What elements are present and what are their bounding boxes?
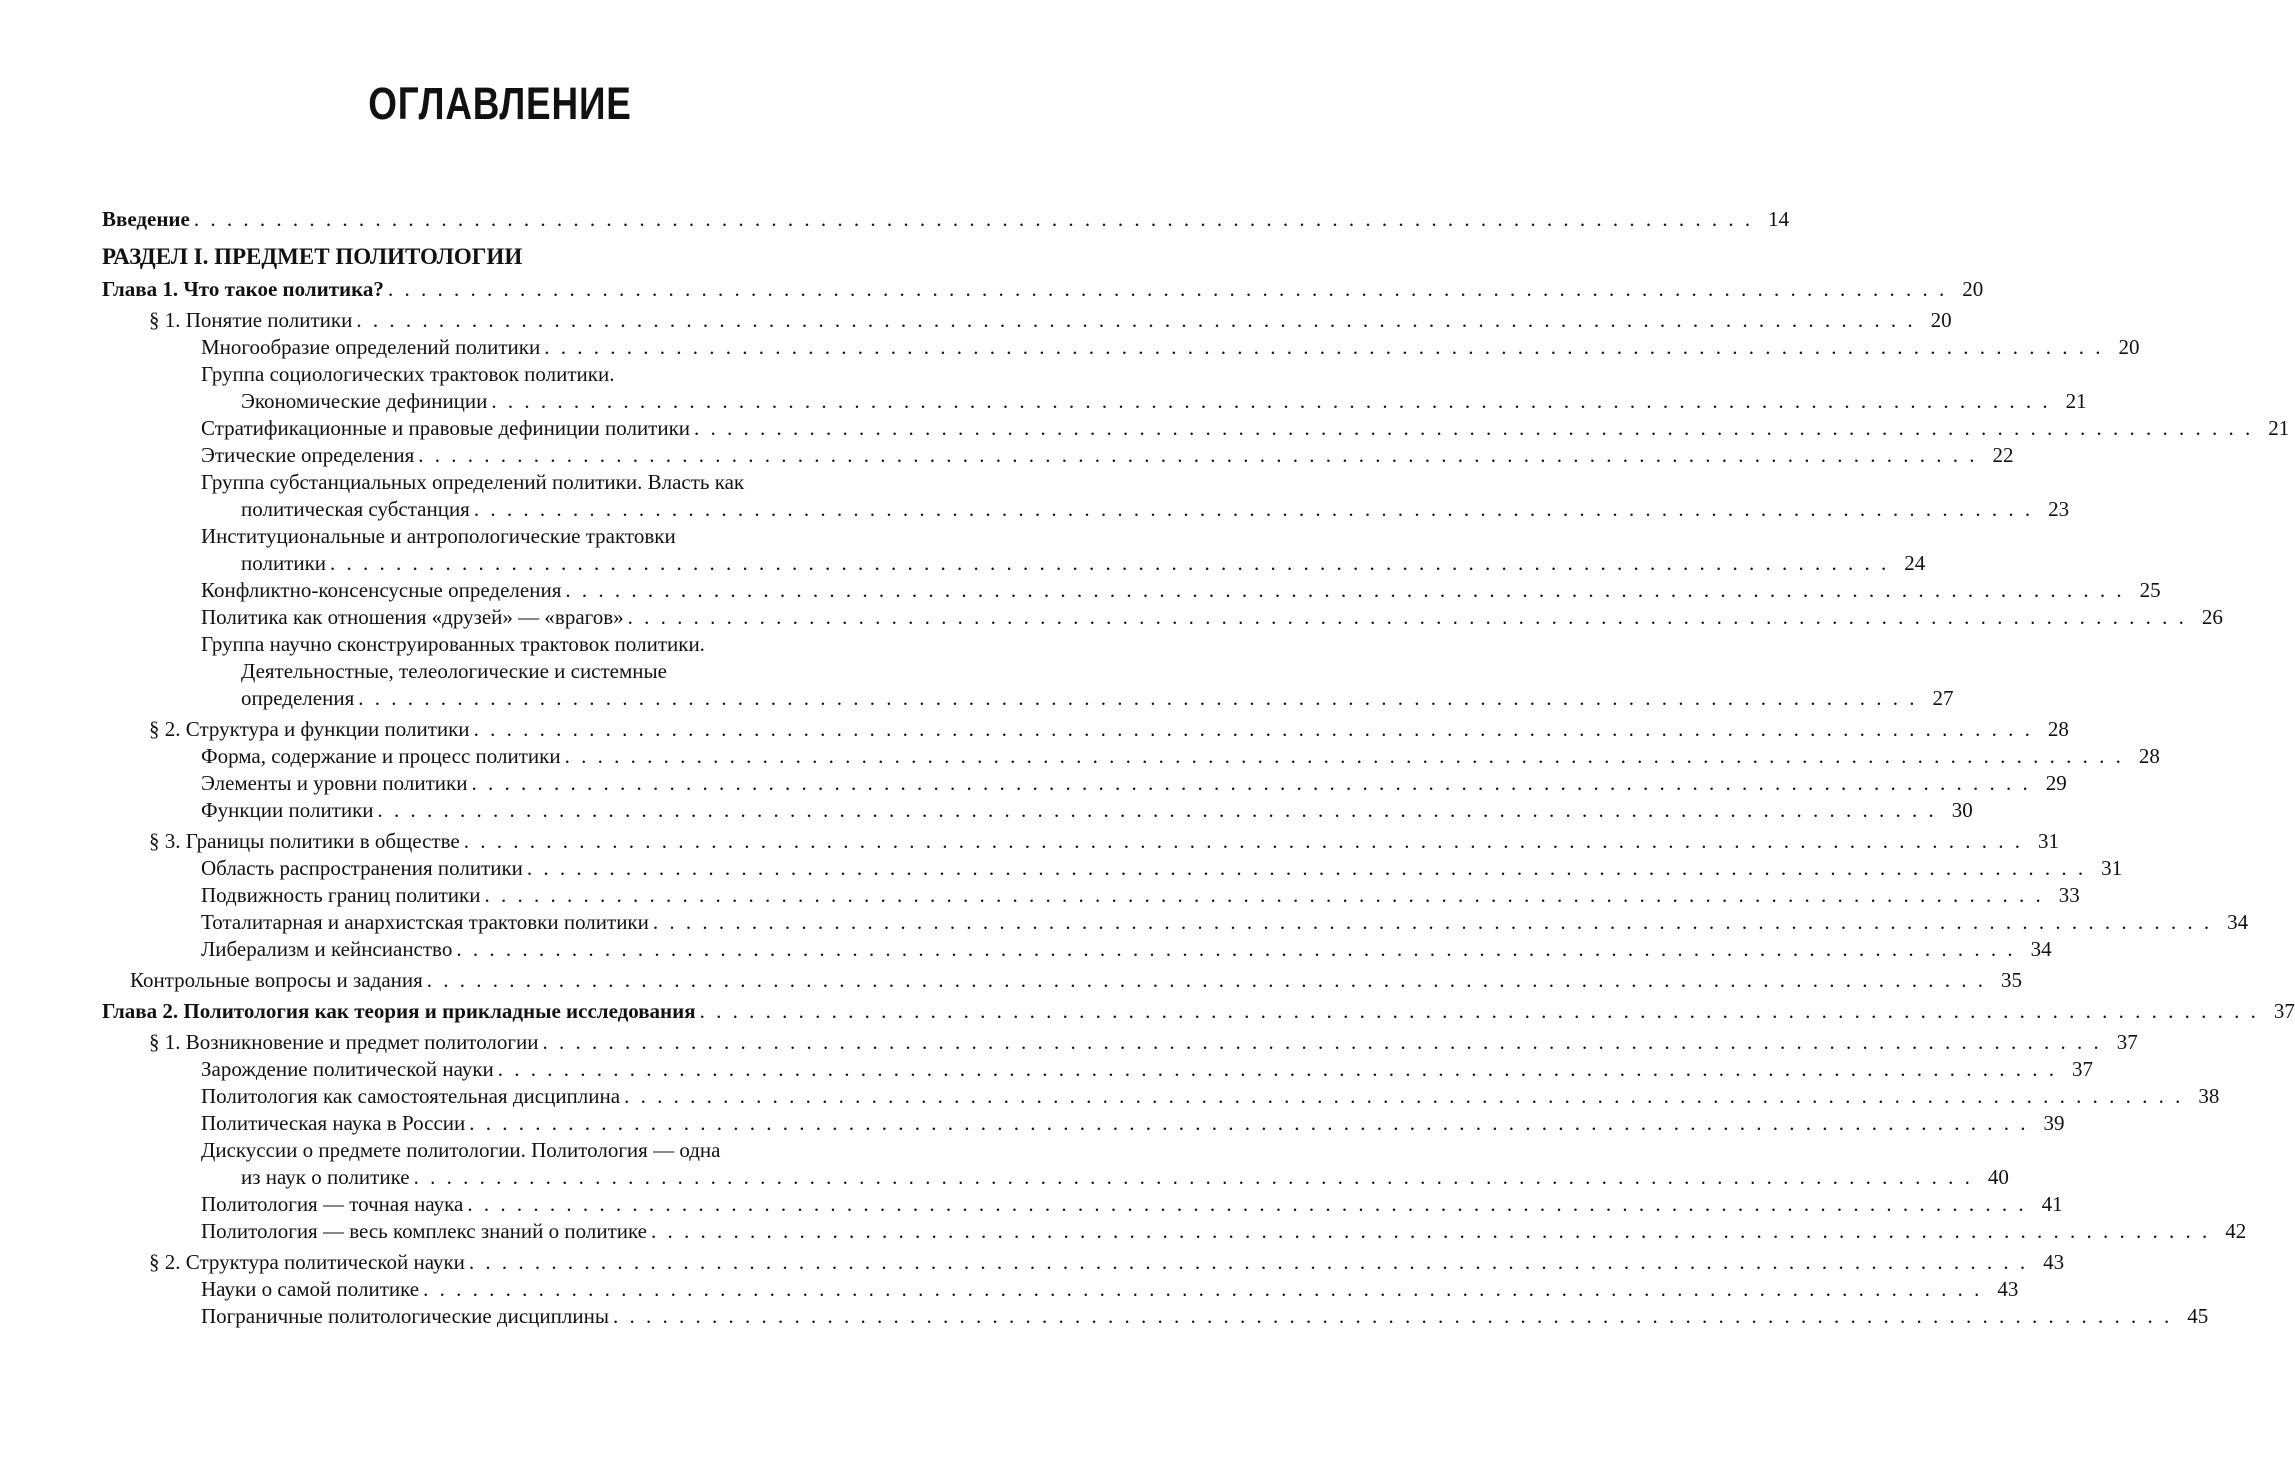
toc-entry-paragraph[interactable] [102, 1029, 2138, 1056]
toc-entry-paragraph[interactable] [102, 828, 2059, 855]
toc-entry-subsection[interactable] [102, 1191, 2063, 1218]
toc-entry-label: Многообразие определений политики [201, 335, 541, 359]
toc-page-number: 37 [2116, 1030, 2138, 1054]
toc-entry-subsection[interactable] [102, 855, 2123, 882]
toc-page-number: 14 [1768, 207, 1790, 231]
dot-leader: . . . . . . . . . . . . . . . . . . . . . . . . . . . . . . . . . . . . . . . . . . . . . . . . . . . . . . . . . . . . . . . . . . . . . . . . . . . . . . . . . . . . . . . . . . . . . . . [358, 686, 1918, 710]
toc-page-number: 28 [2047, 717, 2069, 741]
toc-entry-subsection[interactable] [102, 1164, 2009, 1191]
dot-leader: . . . . . . . . . . . . . . . . . . . . . . . . . . . . . . . . . . . . . . . . . . . . . . . . . . . . . . . . . . . . . . . . . . . . . . . . . . . . . . . . . . . . . . . . . . . . . . . [426, 968, 1987, 992]
toc-page-number: 31 [2037, 829, 2059, 853]
toc-entry-subsection[interactable] [102, 496, 2070, 523]
toc-page-number: 27 [1932, 686, 1954, 710]
toc-entry-label: Введение [102, 207, 190, 231]
toc-entry-label: Политическая наука в России [201, 1111, 466, 1135]
dot-leader: . . . . . . . . . . . . . . . . . . . . . . . . . . . . . . . . . . . . . . . . . . . . . . . . . . . . . . . . . . . . . . . . . . . . . . . . . . . . . . . . . . . . . . . . . . . . . . . [473, 717, 2033, 741]
dot-leader: . . . . . . . . . . . . . . . . . . . . . . . . . . . . . . . . . . . . . . . . . . . . . . . . . . . . . . . . . . . . . . . . . . . . . . . . . . . . . . . . . . . . . . . . . . . . . . . [463, 829, 2023, 853]
dot-leader: . . . . . . . . . . . . . . . . . . . . . . . . . . . . . . . . . . . . . . . . . . . . . . . . . . . . . . . . . . . . . . . . . . . . . . . . . . . . . . . . . . . . . . . . . . . . . . . [469, 1111, 2029, 1135]
toc-entry-chapter-2[interactable] [102, 998, 2295, 1025]
toc-entry-label: определения [241, 686, 355, 710]
toc-entry-subsection[interactable] [102, 334, 2140, 361]
toc-entry-label: политическая субстанция [241, 497, 470, 521]
toc-page-number: 25 [2139, 578, 2161, 602]
section-heading: РАЗДЕЛ I. ПРЕДМЕТ ПОЛИТОЛОГИИ [102, 244, 523, 269]
toc-entry-label: Элементы и уровни политики [201, 771, 468, 795]
dot-leader: . . . . . . . . . . . . . . . . . . . . . . . . . . . . . . . . . . . . . . . . . . . . . . . . . . . . . . . . . . . . . . . . . . . . . . . . . . . . . . . . . . . . . . . . . . . . . . . [418, 443, 1978, 467]
toc-entry-intro[interactable] [102, 206, 1790, 233]
toc-entry-label: Конфликтно-консенсусные определения [201, 578, 562, 602]
toc-entry-subsection[interactable] [102, 388, 2087, 415]
toc-page-number: 28 [2138, 744, 2160, 768]
dot-leader: . . . . . . . . . . . . . . . . . . . . . . . . . . . . . . . . . . . . . . . . . . . . . . . . . . . . . . . . . . . . . . . . . . . . . . . . . . . . . . . . . . . . . . . . . . . . . . . [423, 1277, 1983, 1301]
toc-page-number: 20 [2118, 335, 2140, 359]
toc-entry-label: § 1. Возникновение и предмет политологии [149, 1030, 539, 1054]
toc-page-number: 37 [2273, 999, 2295, 1023]
toc-entry-label: Политика как отношения «друзей» — «врагов» [201, 605, 624, 629]
toc-entry-label: Пограничные политологические дисциплины [201, 1304, 609, 1328]
dot-leader: . . . . . . . . . . . . . . . . . . . . . . . . . . . . . . . . . . . . . . . . . . . . . . . . . . . . . . . . . . . . . . . . . . . . . . . . . . . . . . . . . . . . . . . . . . . . . . . [473, 497, 2034, 521]
dot-leader: . . . . . . . . . . . . . . . . . . . . . . . . . . . . . . . . . . . . . . . . . . . . . . . . . . . . . . . . . . . . . . . . . . . . . . . . . . . . . . . . . . . . . . . . . . . . . . . [542, 1030, 2102, 1054]
toc-entry-label: Этические определения [201, 443, 415, 467]
toc-entry-questions[interactable] [102, 967, 2023, 994]
toc-page-number: 21 [2268, 416, 2290, 440]
toc-entry-line: Группа социологических трактовок политики. [201, 362, 615, 386]
dot-leader: . . . . . . . . . . . . . . . . . . . . . . . . . . . . . . . . . . . . . . . . . . . . . . . . . . . . . . . . . . . . . . . . . . . . . . . . . . . . . . . . . . . . . . . . . . . . . . . [694, 416, 2254, 440]
dot-leader: . . . . . . . . . . . . . . . . . . . . . . . . . . . . . . . . . . . . . . . . . . . . . . . . . . . . . . . . . . . . . . . . . . . . . . . . . . . . . . . . . . . . . . . . . . . . . . . [330, 551, 1890, 575]
dot-leader: . . . . . . . . . . . . . . . . . . . . . . . . . . . . . . . . . . . . . . . . . . . . . . . . . . . . . . . . . . . . . . . . . . . . . . . . . . . . . . . . . . . . . . . . . . . . . . . [565, 578, 2125, 602]
toc-entry-paragraph[interactable] [102, 1249, 2065, 1276]
toc-entry-label: Зарождение политической науки [201, 1057, 494, 1081]
toc-entry-label: из наук о политике [241, 1165, 410, 1189]
toc-entry-subsection[interactable] [102, 1303, 2209, 1330]
dot-leader: . . . . . . . . . . . . . . . . . . . . . . . . . . . . . . . . . . . . . . . . . . . . . . . . . . . . . . . . . . . . . . . . . . . . . . . . . . . . . . . . . . . . . . . . . . . . . . . [356, 308, 1916, 332]
toc-entry-subsection[interactable] [102, 550, 1926, 577]
toc-entry-label: Политология — весь комплекс знаний о политике [201, 1219, 647, 1243]
toc-page-number: 34 [2030, 937, 2052, 961]
toc-entry-label: § 2. Структура политической науки [149, 1250, 465, 1274]
toc-entry-label: Глава 2. Политология как теория и прикладные исследования [102, 999, 696, 1023]
toc-entry-label: § 2. Структура и функции политики [149, 717, 470, 741]
dot-leader: . . . . . . . . . . . . . . . . . . . . . . . . . . . . . . . . . . . . . . . . . . . . . . . . . . . . . . . . . . . . . . . . . . . . . . . . . . . . . . . . . . . . . . . . . . . . . . . [491, 389, 2051, 413]
dot-leader: . . . . . . . . . . . . . . . . . . . . . . . . . . . . . . . . . . . . . . . . . . . . . . . . . . . . . . . . . . . . . . . . . . . . . . . . . . . . . . . . . . . . . . . . . . . . . . . [484, 883, 2044, 907]
toc-entry-subsection[interactable] [102, 743, 2160, 770]
dot-leader: . . . . . . . . . . . . . . . . . . . . . . . . . . . . . . . . . . . . . . . . . . . . . . . . . . . . . . . . . . . . . . . . . . . . . . . . . . . . . . . . . . . . . . . . . . . . . . . [387, 277, 1948, 301]
toc-entry-label: Стратификационные и правовые дефиниции политики [201, 416, 691, 440]
toc-page-number: 22 [1992, 443, 2014, 467]
toc-page-number: 38 [2198, 1084, 2220, 1108]
toc-entry-subsection[interactable] [102, 770, 2067, 797]
toc-entry-chapter-1[interactable] [102, 276, 1984, 303]
toc-page-number: 26 [2201, 605, 2223, 629]
toc-entry-subsection[interactable] [102, 604, 2223, 631]
toc-page-number: 45 [2187, 1304, 2209, 1328]
toc-entry-label: Политология как самостоятельная дисциплина [201, 1084, 621, 1108]
toc-entry-subsection[interactable] [102, 442, 2014, 469]
toc-page-number: 31 [2101, 856, 2123, 880]
toc-page-number: 21 [2065, 389, 2087, 413]
toc-entry-line: Деятельностные, телеологические и системные [241, 659, 667, 683]
toc-entry-label: Контрольные вопросы и задания [130, 968, 423, 992]
toc-entry-label: Экономические дефиниции [241, 389, 488, 413]
dot-leader: . . . . . . . . . . . . . . . . . . . . . . . . . . . . . . . . . . . . . . . . . . . . . . . . . . . . . . . . . . . . . . . . . . . . . . . . . . . . . . . . . . . . . . . . . . . . . . . [467, 1192, 2027, 1216]
toc-entry-label: § 1. Понятие политики [149, 308, 353, 332]
toc-page-number: 29 [2045, 771, 2067, 795]
toc-entry-subsection[interactable] [102, 685, 1954, 712]
dot-leader: . . . . . . . . . . . . . . . . . . . . . . . . . . . . . . . . . . . . . . . . . . . . . . . . . . . . . . . . . . . . . . . . . . . . . . . . . . . . . . . . . . . . . . . . . . . . . . . [497, 1057, 2058, 1081]
dot-leader: . . . . . . . . . . . . . . . . . . . . . . . . . . . . . . . . . . . . . . . . . . . . . . . . . . . . . . . . . . . . . . . . . . . . . . . . . . . . . . . . . . . . . . . . . . . . . . . [193, 207, 1754, 231]
toc-page-number: 42 [2225, 1219, 2247, 1243]
dot-leader: . . . . . . . . . . . . . . . . . . . . . . . . . . . . . . . . . . . . . . . . . . . . . . . . . . . . . . . . . . . . . . . . . . . . . . . . . . . . . . . . . . . . . . . . . . . . . . . [652, 910, 2213, 934]
toc-entry-paragraph[interactable] [102, 716, 2069, 743]
dot-leader: . . . . . . . . . . . . . . . . . . . . . . . . . . . . . . . . . . . . . . . . . . . . . . . . . . . . . . . . . . . . . . . . . . . . . . . . . . . . . . . . . . . . . . . . . . . . . . . [468, 1250, 2029, 1274]
dot-leader: . . . . . . . . . . . . . . . . . . . . . . . . . . . . . . . . . . . . . . . . . . . . . . . . . . . . . . . . . . . . . . . . . . . . . . . . . . . . . . . . . . . . . . . . . . . . . . . [612, 1304, 2173, 1328]
toc-page-number: 23 [2048, 497, 2070, 521]
dot-leader: . . . . . . . . . . . . . . . . . . . . . . . . . . . . . . . . . . . . . . . . . . . . . . . . . . . . . . . . . . . . . . . . . . . . . . . . . . . . . . . . . . . . . . . . . . . . . . . [699, 999, 2259, 1023]
toc-page-number: 20 [1930, 308, 1952, 332]
toc-entry-subsection[interactable] [102, 1056, 2094, 1083]
toc-entry-label: политики [241, 551, 327, 575]
toc-entry-label: Либерализм и кейнсианство [201, 937, 453, 961]
toc-entry-label: Подвижность границ политики [201, 883, 481, 907]
toc-entry-label: Функции политики [201, 798, 374, 822]
toc-entry-label: Политология — точная наука [201, 1192, 464, 1216]
toc-entry-subsection[interactable] [102, 1218, 2247, 1245]
toc-entry-subsection[interactable] [102, 1083, 2220, 1110]
toc-entry-subsection[interactable] [102, 909, 2249, 936]
toc-entry-line: Дискуссии о предмете политологии. Политология — одна [201, 1138, 721, 1162]
dot-leader: . . . . . . . . . . . . . . . . . . . . . . . . . . . . . . . . . . . . . . . . . . . . . . . . . . . . . . . . . . . . . . . . . . . . . . . . . . . . . . . . . . . . . . . . . . . . . . . [413, 1165, 1973, 1189]
toc-entry-subsection[interactable] [102, 797, 1973, 824]
dot-leader: . . . . . . . . . . . . . . . . . . . . . . . . . . . . . . . . . . . . . . . . . . . . . . . . . . . . . . . . . . . . . . . . . . . . . . . . . . . . . . . . . . . . . . . . . . . . . . . [624, 1084, 2184, 1108]
toc-page-number: 33 [2058, 883, 2080, 907]
page-title: ОГЛАВЛЕНИЕ [368, 78, 632, 129]
toc-entry-label: Форма, содержание и процесс политики [201, 744, 561, 768]
dot-leader: . . . . . . . . . . . . . . . . . . . . . . . . . . . . . . . . . . . . . . . . . . . . . . . . . . . . . . . . . . . . . . . . . . . . . . . . . . . . . . . . . . . . . . . . . . . . . . . [526, 856, 2087, 880]
toc-entry-subsection[interactable] [102, 1276, 2019, 1303]
toc-page-number: 41 [2041, 1192, 2063, 1216]
toc-page-number: 20 [1962, 277, 1984, 301]
toc-entry-subsection[interactable] [102, 882, 2080, 909]
dot-leader: . . . . . . . . . . . . . . . . . . . . . . . . . . . . . . . . . . . . . . . . . . . . . . . . . . . . . . . . . . . . . . . . . . . . . . . . . . . . . . . . . . . . . . . . . . . . . . . [544, 335, 2104, 359]
toc-entry-label: Тоталитарная и анархистская трактовки политики [201, 910, 649, 934]
toc-entry-line: Группа субстанциальных определений политики. Власть как [201, 470, 745, 494]
dot-leader: . . . . . . . . . . . . . . . . . . . . . . . . . . . . . . . . . . . . . . . . . . . . . . . . . . . . . . . . . . . . . . . . . . . . . . . . . . . . . . . . . . . . . . . . . . . . . . . [456, 937, 2016, 961]
toc-entry-line: Институциональные и антропологические трактовки [201, 524, 676, 548]
toc-entry-subsection[interactable] [102, 577, 2161, 604]
toc-entry-label: Глава 1. Что такое политика? [102, 277, 384, 301]
toc-entry-paragraph[interactable] [102, 307, 1952, 334]
toc-entry-subsection[interactable] [102, 415, 2290, 442]
toc-page-number: 37 [2072, 1057, 2094, 1081]
toc-page-number: 43 [2043, 1250, 2065, 1274]
toc-entry-line: Группа научно сконструированных трактовок политики. [201, 632, 705, 656]
toc-page-number: 35 [2001, 968, 2023, 992]
toc-entry-subsection[interactable] [102, 936, 2052, 963]
toc-page-number: 40 [1987, 1165, 2009, 1189]
dot-leader: . . . . . . . . . . . . . . . . . . . . . . . . . . . . . . . . . . . . . . . . . . . . . . . . . . . . . . . . . . . . . . . . . . . . . . . . . . . . . . . . . . . . . . . . . . . . . . . [627, 605, 2187, 629]
toc-entry-label: Область распространения политики [201, 856, 523, 880]
dot-leader: . . . . . . . . . . . . . . . . . . . . . . . . . . . . . . . . . . . . . . . . . . . . . . . . . . . . . . . . . . . . . . . . . . . . . . . . . . . . . . . . . . . . . . . . . . . . . . . [650, 1219, 2211, 1243]
toc-page-number: 24 [1904, 551, 1926, 575]
toc-entry-label: Науки о самой политике [201, 1277, 420, 1301]
toc-entry-subsection[interactable] [102, 1110, 2065, 1137]
dot-leader: . . . . . . . . . . . . . . . . . . . . . . . . . . . . . . . . . . . . . . . . . . . . . . . . . . . . . . . . . . . . . . . . . . . . . . . . . . . . . . . . . . . . . . . . . . . . . . . [471, 771, 2031, 795]
dot-leader: . . . . . . . . . . . . . . . . . . . . . . . . . . . . . . . . . . . . . . . . . . . . . . . . . . . . . . . . . . . . . . . . . . . . . . . . . . . . . . . . . . . . . . . . . . . . . . . [564, 744, 2124, 768]
toc-page-number: 30 [1951, 798, 1973, 822]
table-of-contents [102, 206, 2295, 1330]
toc-page-number: 39 [2043, 1111, 2065, 1135]
dot-leader: . . . . . . . . . . . . . . . . . . . . . . . . . . . . . . . . . . . . . . . . . . . . . . . . . . . . . . . . . . . . . . . . . . . . . . . . . . . . . . . . . . . . . . . . . . . . . . . [377, 798, 1937, 822]
toc-page-number: 43 [1997, 1277, 2019, 1301]
toc-entry-label: § 3. Границы политики в обществе [149, 829, 460, 853]
toc-page-number: 34 [2227, 910, 2249, 934]
